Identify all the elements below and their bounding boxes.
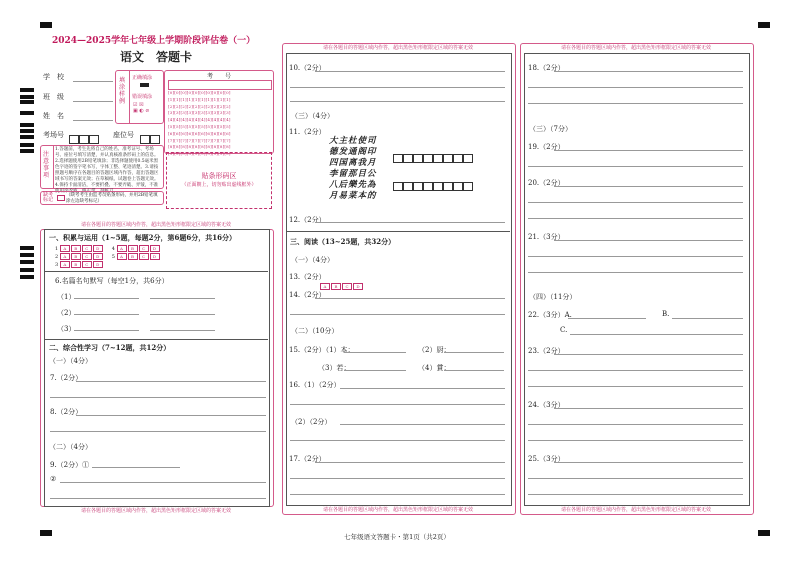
correct-fill-sample: [140, 83, 149, 87]
q24-answer-line[interactable]: [528, 440, 743, 441]
registration-mark: [40, 22, 52, 28]
q24-answer-line[interactable]: [554, 408, 743, 409]
q24-answer-line[interactable]: [528, 424, 743, 425]
q15-1-blank[interactable]: [344, 352, 406, 353]
q15-3-label: （3）若：: [318, 364, 351, 372]
answer-frame-3: [524, 53, 750, 506]
q6-3-label: （3）: [57, 325, 76, 333]
q6-3-blank[interactable]: [74, 314, 139, 315]
q16b-answer-line[interactable]: [340, 424, 505, 425]
q22b-blank[interactable]: [672, 318, 743, 319]
q15-2-label: （2）厨：: [418, 346, 451, 354]
q19-answer-line[interactable]: [554, 150, 743, 151]
q6-4-blank[interactable]: [150, 314, 215, 315]
q9b-answer-line[interactable]: [60, 482, 266, 483]
exam-number-bubbles[interactable]: [0][0][0][0][0][0][0][0][0][0] [1][1][1][1][1][1][1][1][1][1] [2][2][2][2][2][2][2][2][2][2] [3][3][3][3][3][3][3][3][3][3] [4][4][4][4][4][4][4][4][4][4] [5][5][5][5][5][5][5][5][5][5] [6][6][6][6][6][6][6][6][6][6] [7][7][7][7][7][7][7][7][7][7] [8][8][8][8][8][8][8][8][8][8] [9][9][9][9][9][9][9][9][9][9]: [168, 90, 231, 157]
registration-mark: [758, 22, 770, 28]
notes-label: 注意事项: [43, 151, 50, 179]
area-warning: 请在各题目的答题区域内作答，超出黑色矩形框限定区域的答案无效: [80, 508, 231, 514]
q15-2-blank[interactable]: [444, 352, 504, 353]
q6-6-blank[interactable]: [150, 330, 215, 331]
q10-answer-line[interactable]: [315, 71, 505, 72]
area-warning: 请在各题目的答题区域内作答，超出黑色矩形框限定区域的答案无效: [322, 507, 473, 513]
exam-number-label: 考 号: [206, 73, 231, 80]
correct-fill-label: 正确填涂: [132, 75, 153, 81]
q23-answer-line[interactable]: [528, 370, 743, 371]
q13-options[interactable]: A B C D: [320, 273, 364, 292]
q25-answer-line[interactable]: [528, 478, 743, 479]
q16-answer-line[interactable]: [290, 404, 505, 405]
q9-label: 9.（2分）①: [50, 461, 90, 469]
mc-row[interactable]: 1 A B C D 4 A B C D: [55, 245, 161, 253]
q18-answer-line[interactable]: [554, 71, 743, 72]
q20-label: 20.（2分）: [528, 179, 565, 187]
section-1-title: 一、积累与运用（1~5题，每题2分，第6题6分，共16分）: [49, 233, 236, 242]
q6-1-label: （1）: [57, 293, 76, 301]
q21-answer-line[interactable]: [528, 272, 743, 273]
mc-row[interactable]: 3 A B C D: [55, 261, 161, 269]
q11-grid-2[interactable]: [393, 176, 473, 195]
q15-3-blank[interactable]: [344, 370, 406, 371]
card-title: 语文 答题卡: [120, 50, 193, 64]
sub3-label: （三）（4分）: [291, 112, 334, 120]
q20-answer-line[interactable]: [528, 202, 743, 203]
mc-block-1[interactable]: [55, 245, 161, 269]
page-footer: 七年级语文答题卡・第1页（共2页）: [344, 533, 450, 541]
q11-label: 11.（2分）: [289, 128, 326, 136]
q23-answer-line[interactable]: [554, 354, 743, 355]
area-warning: 请在各题目的答题区域内作答，超出黑色矩形框限定区域的答案无效: [80, 222, 231, 228]
fill-example-box: [115, 70, 164, 124]
q10-answer-line[interactable]: [290, 87, 505, 88]
q6-2-blank[interactable]: [150, 298, 215, 299]
q18-label: 18.（2分）: [528, 64, 565, 72]
q7-answer-line[interactable]: [50, 397, 266, 398]
q20-answer-line[interactable]: [528, 218, 743, 219]
q7-answer-line[interactable]: [76, 381, 266, 382]
fill-example-label: 填涂样例: [119, 77, 126, 105]
q14-answer-line[interactable]: [315, 298, 505, 299]
wrong-fill-label: 错误填涂: [132, 94, 153, 100]
q24-label: 24.（3分）: [528, 401, 565, 409]
q13-label: 13.（2分）: [289, 273, 326, 281]
q8-answer-line[interactable]: [76, 415, 266, 416]
notes-text: 1.答题前，考生先将自己的姓名、准考证号、考场号、座位号填写清楚，并认真核准条形码上的信息。2.选择题使用2B铅笔填涂；非选择题使用0.5毫米黑色字迹的签字笔书写，字体工整、笔迹清楚。3.请按照题号顺序在各题目的答题区域内作答，超出答题区域书写的答案无效；在草稿纸、试题卷上答题无效。4.保持卡面清洁，不要折叠、不要弄破、弄皱，不准使用涂改液、修正带、刮纸刀。: [55, 147, 159, 194]
sub6-label: （三）（7分）: [529, 125, 572, 133]
name-field[interactable]: [73, 120, 113, 121]
exam-title: 2024—2025学年七年级上学期阶段评估卷（一）: [52, 36, 256, 46]
q19-label: 19.（2分）: [528, 143, 565, 151]
wrong-fill-samples: ☑ ☒ ▣ ◐ ⊘: [133, 102, 150, 114]
q17-answer-line[interactable]: [290, 494, 505, 495]
exam-number-grid: [164, 70, 274, 157]
sub7-label: （四）（11分）: [529, 293, 577, 301]
class-label: 班 级: [43, 93, 64, 101]
exam-number-write[interactable]: [168, 80, 272, 90]
q22b-label: B.: [662, 310, 670, 318]
school-label: 学 校: [43, 73, 64, 81]
notes-box: [40, 145, 164, 194]
q21-label: 21.（3分）: [528, 233, 565, 241]
seat-label: 座位号: [113, 131, 134, 139]
q10-answer-line[interactable]: [290, 101, 505, 102]
class-field[interactable]: [73, 101, 113, 102]
q17-answer-line[interactable]: [315, 462, 505, 463]
section-3-title: 三、阅读（13~25题，共32分）: [290, 237, 396, 246]
q15-4-label: （4）賞：: [418, 364, 451, 372]
section-2-title: 二、综合性学习（7~12题，共12分）: [49, 343, 171, 352]
area-warning: 请在各题目的答题区域内作答，超出黑色矩形框限定区域的答案无效: [322, 45, 473, 51]
q6-5-blank[interactable]: [74, 330, 139, 331]
q22a-blank[interactable]: [568, 318, 646, 319]
q22c-label: C.: [560, 326, 568, 334]
barcode-note: （正面朝上，切勿贴出虚线框外）: [181, 182, 257, 188]
q25-answer-line[interactable]: [528, 494, 743, 495]
sub5-label: （二）（10分）: [291, 327, 339, 335]
q11-grid-1[interactable]: [393, 148, 473, 167]
q19-answer-line[interactable]: [528, 166, 743, 167]
absent-checkbox[interactable]: [57, 195, 65, 201]
q6-2-label: （2）: [57, 309, 76, 317]
q16-label: 16.（1）（2分）: [289, 381, 341, 389]
q8-answer-line[interactable]: [50, 431, 266, 432]
q16b-answer-line[interactable]: [290, 440, 505, 441]
q14-answer-line[interactable]: [290, 314, 505, 315]
q17-answer-line[interactable]: [290, 478, 505, 479]
sub2-label: （二）（4分）: [49, 443, 92, 451]
q10-label: 10.（2分）: [289, 64, 326, 72]
q15-4-blank[interactable]: [444, 370, 504, 371]
q12-answer-line[interactable]: [315, 222, 505, 223]
q9b-answer-line[interactable]: [50, 498, 266, 499]
q20-answer-line[interactable]: [554, 186, 743, 187]
q17-label: 17.（2分）: [289, 455, 326, 463]
q23-label: 23.（2分）: [528, 347, 565, 355]
q15-1-label: 15.（2分）（1）本：: [289, 346, 355, 354]
area-warning: 请在各题目的答题区域内作答，超出黑色矩形框限定区域的答案无效: [560, 507, 711, 513]
q25-answer-line[interactable]: [554, 462, 743, 463]
absent-label: 缺考标记: [43, 192, 54, 203]
name-label: 姓 名: [43, 112, 64, 120]
q18-answer-line[interactable]: [528, 103, 743, 104]
area-warning: 请在各题目的答题区域内作答，超出黑色矩形框限定区域的答案无效: [560, 45, 711, 51]
q9-answer-line[interactable]: [92, 467, 180, 468]
q7-label: 7.（2分）: [50, 374, 83, 382]
barcode-title: 贴条形码区: [201, 172, 237, 180]
barcode-area: [166, 152, 272, 209]
q22c-blank[interactable]: [570, 334, 743, 335]
q22-label: 22.（3分）A.: [528, 311, 572, 319]
school-field[interactable]: [73, 81, 113, 82]
poem-text: 大主杜使司 德发通阁印 四国离我月 李留那目公 八后樂先為 月易菜本的: [329, 136, 377, 201]
q6-1-blank[interactable]: [74, 298, 139, 299]
q14-label: 14.（2分）: [289, 291, 326, 299]
q6-label: 6.名篇名句默写（每空1分，共6分）: [55, 277, 169, 285]
absent-text: （缺考考生由监考员贴条形码，并用2B铅笔填涂左边缺考标记）: [66, 193, 158, 204]
q8-label: 8.（2分）: [50, 408, 83, 416]
sub1-label: （一）（4分）: [49, 357, 92, 365]
q18-answer-line[interactable]: [528, 87, 743, 88]
q12-label: 12.（2分）: [289, 216, 326, 224]
q21-answer-line[interactable]: [554, 240, 743, 241]
q25-label: 25.（3分）: [528, 455, 565, 463]
q16b-label: （2）（2分）: [291, 418, 332, 426]
q23-answer-line[interactable]: [528, 386, 743, 387]
q9b-label: ②: [50, 475, 57, 483]
exam-room-label: 考场号: [43, 131, 64, 139]
q16-answer-line[interactable]: [340, 388, 505, 389]
q21-answer-line[interactable]: [528, 256, 743, 257]
mc-row[interactable]: 2 A B C D 5 A B C D: [55, 253, 161, 261]
absent-box: [40, 191, 164, 205]
sub4-label: （一）（4分）: [291, 256, 334, 264]
